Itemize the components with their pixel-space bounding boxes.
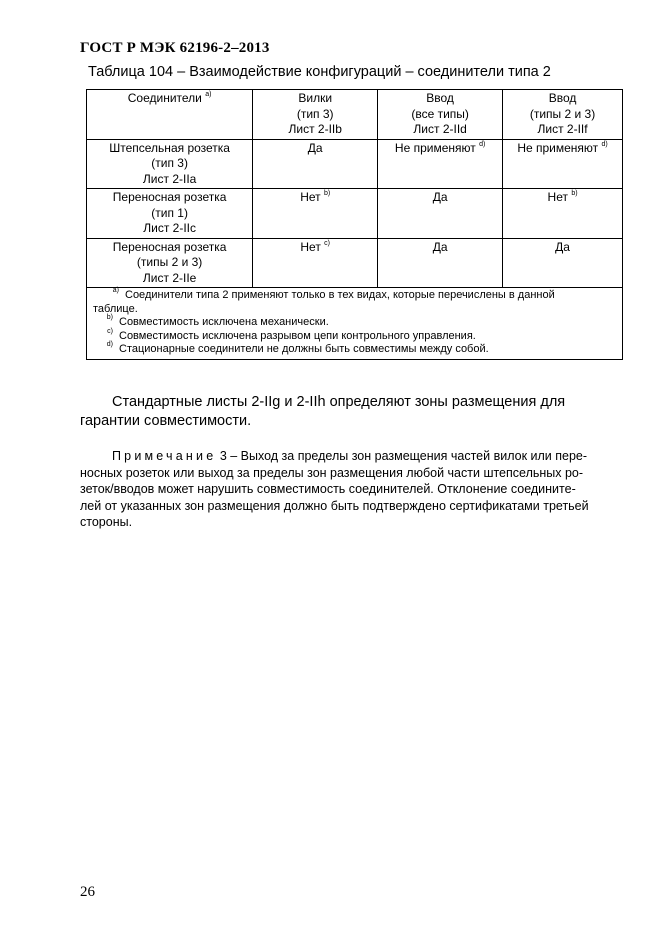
table-row [87,139,623,189]
row-label-cell [87,189,253,239]
note-line: лей от указанных зон размещения должно быть подтверждено сертификатами третьей [80,498,589,513]
footnote-mark: c) [324,239,330,247]
standard-header: ГОСТ Р МЭК 62196-2–2013 [80,40,270,56]
row-label-text: (типы 2 и 3) [136,255,203,269]
cell-value: Нет [300,239,321,254]
cell-value: Да [555,239,570,254]
row-label-text: Переносная розетка [112,239,227,254]
row-label-text: (тип 3) [151,156,188,170]
cell-value: Не применяют [517,140,599,155]
table-note: $^{c)}$ Совместимость исключена разрывом цепи контрольного управления. [107,327,476,342]
note-line-first [80,448,625,465]
table-note-text: Совместимость исключена разрывом цепи контрольного управления. [119,329,476,342]
footnote-mark: b) [323,190,331,197]
note-label: Примечание [112,449,217,463]
table-cell [378,238,503,288]
footnote-mark: d) [479,140,486,148]
row-label-text: Переносная розетка [112,190,227,204]
header-cell-inlet-all [378,90,503,140]
table-cell [378,189,503,239]
table-cell [253,238,378,288]
header-cell-text: Ввод [426,91,454,105]
table-caption: Таблица 104 – Взаимодействие конфигураций – соединители типа 2 [88,64,551,80]
note-line: носных розеток или выход за пределы зон размещения любой части штепсельных ро- [80,465,584,480]
row-label-cell [87,139,253,189]
table-cell [503,139,623,189]
table-note: $^{b)}$ Совместимость исключена механически. [106,314,329,328]
note-block [80,448,625,531]
row-label-text: Лист 2-IIe [142,270,197,285]
footnote-mark: b) [571,190,578,197]
header-cell-text: Ввод [548,91,577,105]
body-paragraph [80,393,620,431]
note-text: 3 – Выход за пределы зон размещения частей вилок или пере- [216,449,588,463]
row-label-text: Штепсельная розетка [109,140,230,155]
table-cell [253,189,378,239]
row-label-text: Лист 2-IIc [143,221,196,235]
row-label-text: (тип 1) [151,205,188,220]
header-cell-text: Лист 2-IIf [537,122,588,136]
cell-value: Да [432,239,448,254]
row-label-cell [87,238,253,288]
header-cell-text: Лист 2-IId [413,122,467,136]
paragraph-line: Стандартные листы 2-IIg и 2-IIh определяют зоны размещения для [112,394,566,410]
footnote-mark: d) [601,140,608,148]
cell-value: Да [432,190,448,204]
table-note: $^{a)}$ Соединители типа 2 применяют только в тех видах, которые перечислены в данной [112,287,555,301]
table-notes-row [87,288,623,360]
header-cell-text: Соединители [127,91,202,105]
cell-value: Нет [547,190,568,204]
page-number: 26 [80,884,95,900]
note-line: зеток/вводов может нарушить совместимость соединителей. Отклонение соедините- [80,482,576,496]
table-note-text: Совместимость исключена механически. [119,316,329,328]
table-notes [87,288,623,360]
table-note: $^{d)}$ Стационарные соединители не должны быть совместимы между собой. [106,341,489,355]
table-cell [253,139,378,189]
table-cell [378,139,503,189]
row-label-text: Лист 2-IIa [142,171,197,186]
table-note-text: Стационарные соединители не должны быть совместимы между собой. [119,343,489,355]
header-cell-plugs [253,90,378,140]
header-cell-text: Лист 2-IIb [288,122,342,136]
header-cell-inlet-2-3 [503,90,623,140]
table-note-continuation: таблице. [93,302,138,315]
note-line: стороны. [80,515,133,529]
cell-value: Не применяют [394,140,476,155]
table-note-text: Соединители типа 2 применяют только в тех видах, которые перечислены в данной [125,289,555,301]
paragraph-line: гарантии совместимости. [80,413,252,429]
header-cell-text: (все типы) [411,106,469,121]
table-row [87,238,623,288]
header-cell-text: Вилки [298,91,333,105]
header-cell-text: (тип 3) [296,106,334,121]
cell-value: Нет [300,190,321,204]
table-row [87,189,623,239]
header-cell-connectors [87,90,253,140]
header-cell-text: (типы 2 и 3) [529,106,596,121]
footnote-mark: a) [205,91,212,98]
table-cell [503,189,623,239]
cell-value: Да [307,140,323,155]
compatibility-table [86,89,623,360]
table-header-row [87,90,623,140]
table-cell [503,238,623,288]
